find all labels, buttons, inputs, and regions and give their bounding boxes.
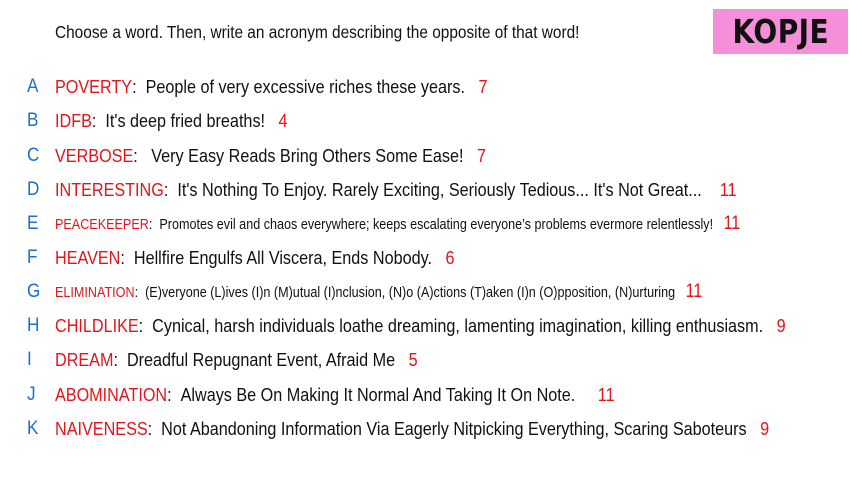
item-word: DREAM <box>55 349 114 370</box>
item-letter: K <box>27 418 39 439</box>
item-letter: E <box>27 213 39 234</box>
item-letter: C <box>27 145 40 166</box>
item-letter: D <box>27 179 40 200</box>
item-letter: F <box>27 247 38 268</box>
item-number: 9 <box>760 418 770 439</box>
item-acronym-text: Always Be On Making It Normal And Taking It On Note. <box>180 384 576 405</box>
item-entry: ELIMINATION : (E)veryone (L)ives (I)n (M)utual (I)nclusion, (N)o (A)ctions (T)aken (I)n (O)pposition, (N)urturing 11 <box>55 281 703 302</box>
item-word: VERBOSE <box>55 145 134 166</box>
item-word: ELIMINATION <box>55 284 135 301</box>
item-word: PEACEKEEPER <box>55 216 149 233</box>
list-item <box>0 143 853 169</box>
item-acronym-text: Very Easy Reads Bring Others Some Ease! <box>151 145 464 166</box>
item-acronym-text: Dreadful Repugnant Event, Afraid Me <box>126 349 396 370</box>
item-number: 11 <box>597 384 615 405</box>
title-badge <box>713 9 848 54</box>
item-letter: I <box>27 349 32 370</box>
item-entry: INTERESTING : It's Nothing To Enjoy. Rarely Exciting, Seriously Tedious... It's Not Great... 11 <box>55 179 737 200</box>
item-word: ABOMINATION <box>55 384 168 405</box>
item-acronym-text: It's Nothing To Enjoy. Rarely Exciting, Seriously Tedious... It's Not Great... <box>177 179 702 200</box>
item-number: 11 <box>723 213 741 234</box>
item-letter: A <box>27 76 39 97</box>
item-entry: HEAVEN : Hellfire Engulfs All Viscera, Ends Nobody. 6 <box>55 247 455 268</box>
item-letter: G <box>27 281 41 302</box>
item-acronym-text: Hellfire Engulfs All Viscera, Ends Nobody. <box>133 247 433 268</box>
list-item <box>0 108 853 134</box>
item-number: 7 <box>478 76 488 97</box>
instruction-heading: Choose a word. Then, write an acronym describing the opposite of that word! <box>55 22 580 42</box>
item-word: HEAVEN <box>55 247 121 268</box>
item-acronym-text: People of very excessive riches these years. <box>145 76 465 97</box>
item-entry: POVERTY : People of very excessive riches these years. 7 <box>55 76 488 97</box>
item-number: 4 <box>278 110 288 131</box>
item-word: NAIVENESS <box>55 418 148 439</box>
list-item <box>0 382 853 408</box>
item-acronym-text: (E)veryone (L)ives (I)n (M)utual (I)nclusion, (N)o (A)ctions (T)aken (I)n (O)pposition, (N)urturing <box>145 284 676 301</box>
list-item <box>0 211 853 237</box>
item-letter: B <box>27 110 39 131</box>
item-entry: DREAM : Dreadful Repugnant Event, Afraid Me 5 <box>55 349 418 370</box>
item-number: 7 <box>476 145 486 166</box>
item-number: 5 <box>408 349 418 370</box>
item-entry: IDFB : It's deep fried breaths! 4 <box>55 110 288 131</box>
list-item <box>0 313 853 339</box>
item-number: 6 <box>445 247 455 268</box>
item-entry: CHILDLIKE : Cynical, harsh individuals loathe dreaming, lamenting imagination, killing enthusiasm. 9 <box>55 315 786 336</box>
item-letter: H <box>27 315 40 336</box>
item-entry: NAIVENESS : Not Abandoning Information Via Eagerly Nitpicking Everything, Scaring Saboteurs 9 <box>55 418 770 439</box>
item-entry: PEACEKEEPER : Promotes evil and chaos everywhere; keeps escalating everyone’s problems evermore relentlessly! 11 <box>55 213 741 234</box>
list-item <box>0 245 853 271</box>
item-letter: J <box>27 384 36 405</box>
item-word: IDFB <box>55 110 92 131</box>
item-word: INTERESTING <box>55 179 164 200</box>
list-item <box>0 279 853 305</box>
item-entry: VERBOSE : Very Easy Reads Bring Others Some Ease! 7 <box>55 145 486 166</box>
item-acronym-text: Cynical, harsh individuals loathe dreaming, lamenting imagination, killing enthusiasm. <box>152 315 764 336</box>
item-number: 11 <box>719 179 737 200</box>
item-word: CHILDLIKE <box>55 315 139 336</box>
item-acronym-text: Not Abandoning Information Via Eagerly Nitpicking Everything, Scaring Saboteurs <box>161 418 747 439</box>
item-acronym-text: It's deep fried breaths! <box>105 110 266 131</box>
item-number: 11 <box>685 281 703 302</box>
item-acronym-text: Promotes evil and chaos everywhere; keeps escalating everyone’s problems evermore relentlessly! <box>159 216 714 233</box>
item-number: 9 <box>776 315 786 336</box>
item-word: POVERTY <box>55 76 133 97</box>
item-entry: ABOMINATION : Always Be On Making It Normal And Taking It On Note. 11 <box>55 384 615 405</box>
list-item <box>0 177 853 203</box>
list-item <box>0 74 853 100</box>
list-item <box>0 416 853 442</box>
badge-label: KOPJE <box>732 12 829 51</box>
list-item <box>0 347 853 373</box>
